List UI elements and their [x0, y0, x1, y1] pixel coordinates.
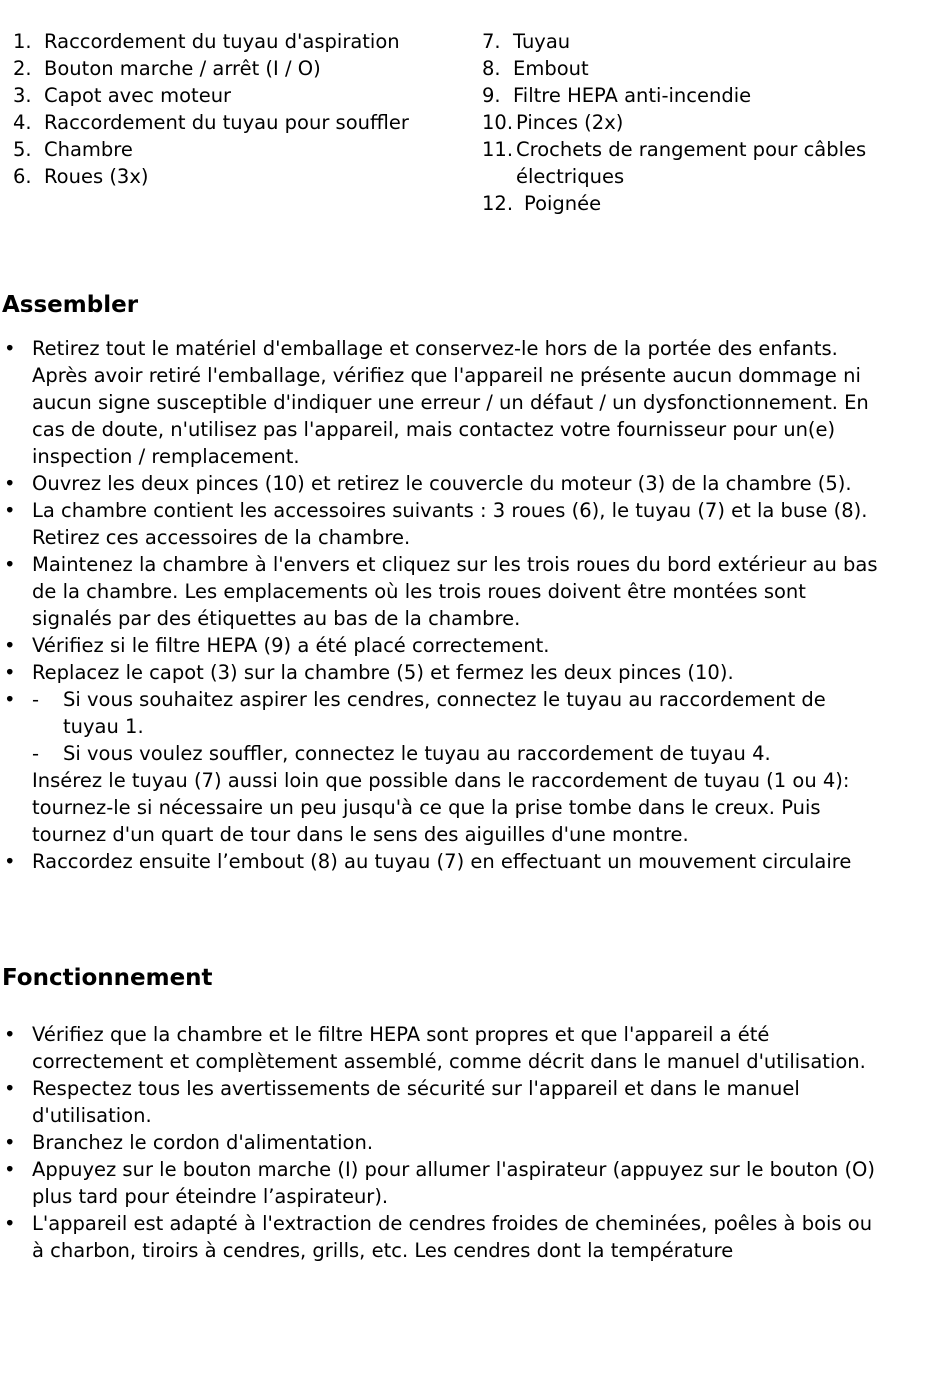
list-item: [0, 1210, 880, 1264]
part-label: Raccordement du tuyau pour souffler: [44, 111, 409, 134]
bullet-icon: •: [4, 1023, 16, 1046]
part-number: 8.: [482, 57, 501, 80]
part-item-8: [482, 55, 922, 82]
section-heading-fonctionnement: Fonctionnement: [2, 965, 213, 991]
list-item: [0, 659, 880, 686]
list-item: [0, 1075, 880, 1129]
bullet-icon: •: [4, 1131, 16, 1154]
section-heading-assembler: Assembler: [2, 292, 139, 318]
list-item-hose-connection: [0, 686, 880, 848]
bullet-icon: •: [4, 1212, 16, 1235]
part-item-4: [13, 109, 433, 136]
part-label: Filtre HEPA anti-incendie: [513, 84, 752, 107]
list-item-text: Vérifiez que la chambre et le filtre HEPA sont propres et que l'appareil a été correctement et complètement assemblé, comme décrit dans le manuel d'utilisation.: [32, 1023, 866, 1073]
bullet-icon: •: [4, 1158, 16, 1181]
part-item-10: [482, 109, 922, 136]
part-number: 7.: [482, 30, 501, 53]
hose-instructions-text: Insérez le tuyau (7) aussi loin que possible dans le raccordement de tuyau (1 ou 4): tournez-le si nécessaire un peu jusqu'à ce que la prise tombe dans le creux. Puis tournez d'un quart de tour dans le sens des aiguilles d'une montre.: [32, 769, 850, 846]
sub-item-text: Si vous souhaitez aspirer les cendres, connectez le tuyau au raccordement de tuyau 1.: [63, 688, 826, 738]
bullet-icon: •: [4, 337, 16, 360]
parts-list-left: [13, 28, 433, 190]
list-item: [0, 1021, 880, 1075]
bullet-icon: •: [4, 472, 16, 495]
part-number: 1.: [13, 30, 32, 53]
part-label: Chambre: [44, 138, 133, 161]
list-item-text: Branchez le cordon d'alimentation.: [32, 1131, 374, 1154]
part-number: 10.: [482, 111, 514, 134]
list-item-text: Replacez le capot (3) sur la chambre (5) et fermez les deux pinces (10).: [32, 661, 734, 684]
fonctionnement-bullet-list: [0, 1021, 880, 1264]
list-item-text: Maintenez la chambre à l'envers et cliquez sur les trois roues du bord extérieur au bas de la chambre. Les emplacements où les trois roues doivent être montées sont signalés par des étiquettes au bas de la chambre.: [32, 553, 878, 630]
part-item-1: [13, 28, 433, 55]
part-label: Embout: [513, 57, 589, 80]
assembler-bullet-list: [0, 335, 880, 875]
list-item: [0, 848, 880, 875]
part-label: Raccordement du tuyau d'aspiration: [44, 30, 400, 53]
list-item: [0, 632, 880, 659]
part-label: Roues (3x): [44, 165, 149, 188]
part-number: 4.: [13, 111, 32, 134]
part-item-2: [13, 55, 433, 82]
part-label: Bouton marche / arrêt (I / O): [44, 57, 321, 80]
part-number: 5.: [13, 138, 32, 161]
list-item-text: L'appareil est adapté à l'extraction de cendres froides de cheminées, poêles à bois ou à charbon, tiroirs à cendres, grills, etc. Les cendres dont la température: [32, 1212, 873, 1262]
part-item-6: [13, 163, 433, 190]
part-number: 12.: [482, 192, 514, 215]
bullet-icon: •: [4, 553, 16, 576]
part-item-7: [482, 28, 922, 55]
dash-marker: -: [32, 688, 40, 711]
part-item-9: [482, 82, 922, 109]
part-number: 3.: [13, 84, 32, 107]
list-item: [0, 1129, 880, 1156]
bullet-icon: •: [4, 1077, 16, 1100]
part-item-11: [482, 136, 922, 190]
list-item: [0, 497, 880, 551]
sub-item-text: Si vous voulez souffler, connectez le tuyau au raccordement de tuyau 4.: [63, 742, 771, 765]
part-item-3: [13, 82, 433, 109]
bullet-icon: •: [4, 850, 16, 873]
list-item-text: Ouvrez les deux pinces (10) et retirez le couvercle du moteur (3) de la chambre (5).: [32, 472, 852, 495]
list-item: [0, 335, 880, 470]
bullet-icon: •: [4, 661, 16, 684]
part-label: Poignée: [524, 192, 602, 215]
list-item-text: Retirez tout le matériel d'emballage et conservez-le hors de la portée des enfants. Après avoir retiré l'emballage, vérifiez que l'appareil ne présente aucun dommage ni aucun signe susceptible d'indiquer une erreur / un défaut / un dysfonctionnement. En cas de doute, n'utilisez pas l'appareil, mais contactez votre fournisseur pour un(e) inspection / remplacement.: [32, 337, 869, 468]
part-label: Tuyau: [513, 30, 571, 53]
part-number: 9.: [482, 84, 501, 107]
list-item-text: Appuyez sur le bouton marche (I) pour allumer l'aspirateur (appuyez sur le bouton (O) plus tard pour éteindre l’aspirateur).: [32, 1158, 876, 1208]
part-label: Capot avec moteur: [44, 84, 232, 107]
bullet-icon: •: [4, 634, 16, 657]
list-item: [0, 470, 880, 497]
dash-marker: -: [32, 742, 40, 765]
bullet-icon: •: [4, 499, 16, 522]
part-item-12: [482, 190, 922, 217]
sub-item-blow: [32, 740, 880, 767]
list-item: [0, 1156, 880, 1210]
part-item-5: [13, 136, 433, 163]
list-item-text: Respectez tous les avertissements de sécurité sur l'appareil et dans le manuel d'utilisation.: [32, 1077, 800, 1127]
list-item-text: Raccordez ensuite l’embout (8) au tuyau (7) en effectuant un mouvement circulaire: [32, 850, 852, 873]
list-item-text: La chambre contient les accessoires suivants : 3 roues (6), le tuyau (7) et la buse (8). Retirez ces accessoires de la chambre.: [32, 499, 868, 549]
parts-list-right: [482, 28, 922, 217]
list-item-text: Vérifiez si le filtre HEPA (9) a été placé correctement.: [32, 634, 550, 657]
list-item: [0, 551, 880, 632]
part-label: Pinces (2x): [516, 111, 624, 134]
part-number: 2.: [13, 57, 32, 80]
part-number: 6.: [13, 165, 32, 188]
part-label: Crochets de rangement pour câbles électriques: [516, 138, 867, 188]
bullet-icon: •: [4, 688, 16, 711]
part-number: 11.: [482, 138, 514, 161]
sub-item-suction: [32, 686, 880, 740]
